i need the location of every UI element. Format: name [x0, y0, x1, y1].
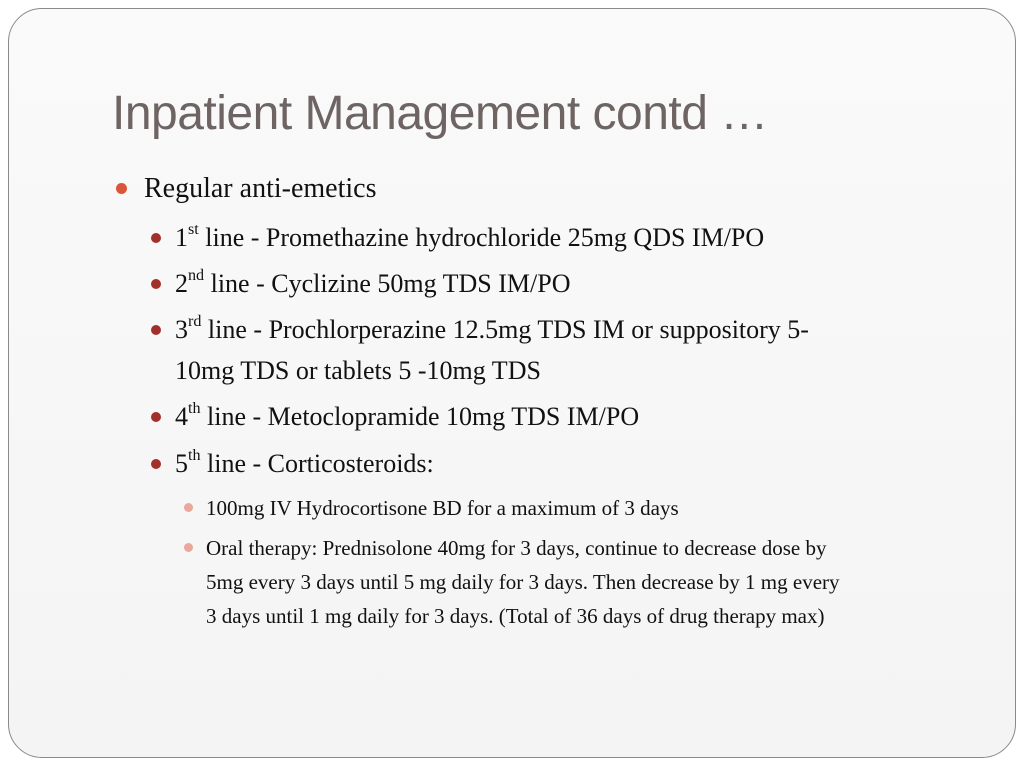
bullet-dot-level1 [116, 183, 127, 194]
bullet-text-line: 5mg every 3 days until 5 mg daily for 3 days. Then decrease by 1 mg every [206, 570, 840, 594]
bullet-dot-level2 [151, 233, 161, 243]
bullet-text-continued: 10mg TDS or tablets 5 -10mg TDS [175, 356, 541, 385]
bullet-text: Regular anti-emetics [144, 173, 377, 204]
bullet-text: 5th line - Corticosteroids: [175, 446, 434, 478]
bullet-oral-therapy [206, 531, 840, 633]
bullet-dot-level3 [184, 503, 193, 512]
bullet-dot-level2 [151, 279, 161, 289]
bullet-text: 100mg IV Hydrocortisone BD for a maximum of 3 days [206, 496, 679, 520]
bullet-fifth-line [175, 443, 434, 484]
bullet-dot-level2 [151, 325, 161, 335]
bullet-regular-anti-emetics [144, 171, 376, 207]
bullet-dot-level3 [184, 543, 193, 552]
bullet-fourth-line [175, 396, 639, 437]
slide-title: Inpatient Management contd … [112, 87, 768, 140]
bullet-dot-level2 [151, 412, 161, 422]
bullet-text: 2nd line - Cyclizine 50mg TDS IM/PO [175, 266, 571, 298]
bullet-text-line: Oral therapy: Prednisolone 40mg for 3 days, continue to decrease dose by [206, 536, 827, 560]
bullet-third-line [175, 309, 809, 391]
bullet-text: 3rd line - Prochlorperazine 12.5mg TDS IM or suppository 5- [175, 312, 809, 344]
bullet-text-line: 3 days until 1 mg daily for 3 days. (Total of 36 days of drug therapy max) [206, 604, 825, 628]
bullet-dot-level2 [151, 459, 161, 469]
bullet-text: 4th line - Metoclopramide 10mg TDS IM/PO [175, 399, 640, 431]
bullet-first-line [175, 217, 764, 258]
bullet-second-line [175, 263, 571, 304]
bullet-hydrocortisone [206, 491, 679, 525]
bullet-text: 1st line - Promethazine hydrochloride 25mg QDS IM/PO [175, 220, 765, 252]
